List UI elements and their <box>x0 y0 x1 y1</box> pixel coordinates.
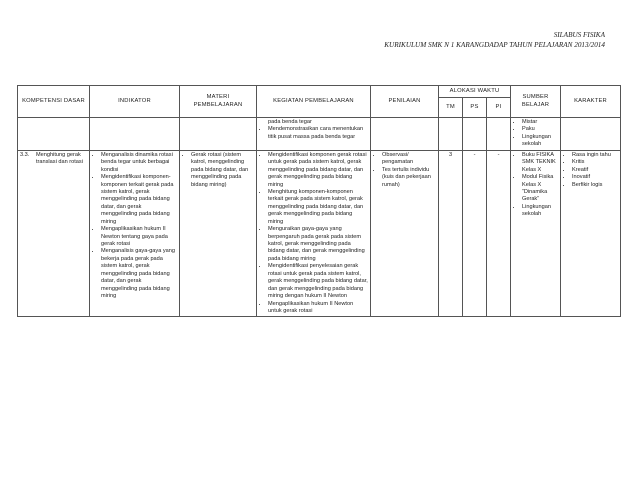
list-item: • Observasi/ pengamatan <box>382 152 436 167</box>
list-item: • Berfikir logis <box>572 182 618 189</box>
list-item: • Inovatif <box>572 174 618 181</box>
col-alokasi: ALOKASI WAKTU <box>439 86 511 98</box>
list-item: • Menghitung komponen-komponen terkait gerak pada sistem katrol, gerak menggelinding pada bidang datar, dan gerak menggelinding pada bidang miring <box>268 189 368 226</box>
list-item: • Mengaplikasikan hukum II Newton tentang gaya pada gerak rotasi <box>101 226 177 248</box>
list-item: • Paku <box>522 126 558 133</box>
list-item: • Mistar <box>522 119 558 126</box>
col-kd: KOMPETENSI DASAR <box>18 86 90 118</box>
list-item: • Mengaplikasikan hukum II Newton untuk gerak rotasi <box>268 301 368 316</box>
col-pi: PI <box>487 98 511 118</box>
header-subtitle: KURIKULUM SMK N 1 KARANGDADAP TAHUN PELAJARAN 2013/2014 <box>384 41 605 49</box>
pi-value: - <box>487 150 511 317</box>
col-indikator: INDIKATOR <box>90 86 180 118</box>
list-item: • Modul Fisika Kelas X “Dinamika Gerak” <box>522 174 558 204</box>
kd-number: 3.3. <box>20 151 30 158</box>
list-item: • Menganalisis dinamika rotasi benda tegar untuk berbagai kondisi <box>101 152 177 174</box>
col-ps: PS <box>463 98 487 118</box>
tm-value: 3 <box>439 150 463 317</box>
table-row <box>18 150 621 317</box>
header-title: SILABUS FISIKA <box>553 31 605 39</box>
list-item: • Mengidentifikasi komponen gerak rotasi untuk gerak pada sistem katrol, gerak menggelinding pada bidang datar, dan gerak menggelinding pada bidang miring <box>268 152 368 189</box>
col-sumber: SUMBER BELAJAR <box>511 86 561 118</box>
list-item: • Buku FISIKA SMK TEKNIK Kelas X <box>522 152 558 174</box>
col-kegiatan: KEGIATAN PEMBELAJARAN <box>257 86 371 118</box>
list-item: • Rasa ingin tahu <box>572 152 618 159</box>
list-item: • Lingkungan sekolah <box>522 134 558 149</box>
kd-text: Menghitung gerak translasi dan rotasi <box>36 151 83 166</box>
syllabus-table <box>17 85 621 317</box>
list-item: • Mengidentifikasi komponen-komponen terkait gerak pada sistem katrol, gerak menggelinding pada bidang datar, dan gerak menggelinding pada bidang miring <box>101 174 177 226</box>
list-item: • Lingkungan sekolah <box>522 204 558 219</box>
list-item: • Menganalisis gaya-gaya yang bekerja pada gerak pada sistem katrol, gerak menggelinding pada bidang datar, dan gerak menggelinding pada bidang miring <box>101 248 177 300</box>
list-item: • Kritis <box>572 159 618 166</box>
list-item: • Mendemonstrasikan cara menentukan titik pusat massa pada benda tegar <box>268 126 368 141</box>
col-penilaian: PENILAIAN <box>371 86 439 118</box>
col-materi: MATERI PEMBELAJARAN <box>180 86 257 118</box>
list-item: • Tes tertulis individu (kuis dan pekerjaan rumah) <box>382 167 436 189</box>
list-item: • Gerak rotasi (sistem katrol, menggelinding pada bidang datar, dan menggelinding pada bidang miring) <box>191 152 254 189</box>
list-item: • Kreatif <box>572 167 618 174</box>
list-item: • Menguraikan gaya-gaya yang berpengaruh pada gerak pada sistem katrol, gerak menggelinding pada bidang datar, dan gerak menggelinding pada bidang miring <box>268 226 368 263</box>
ps-value: - <box>463 150 487 317</box>
list-item: pada benda tegar <box>268 119 312 125</box>
col-karakter: KARAKTER <box>561 86 621 118</box>
table-row <box>18 118 621 151</box>
col-tm: TM <box>439 98 463 118</box>
list-item: • Mengidentifikasi penyelesaian gerak rotasi untuk gerak pada sistem katrol, gerak menggelinding pada bidang datar, dan gerak menggelinding pada bidang miring dengan hukum II Newton <box>268 263 368 300</box>
